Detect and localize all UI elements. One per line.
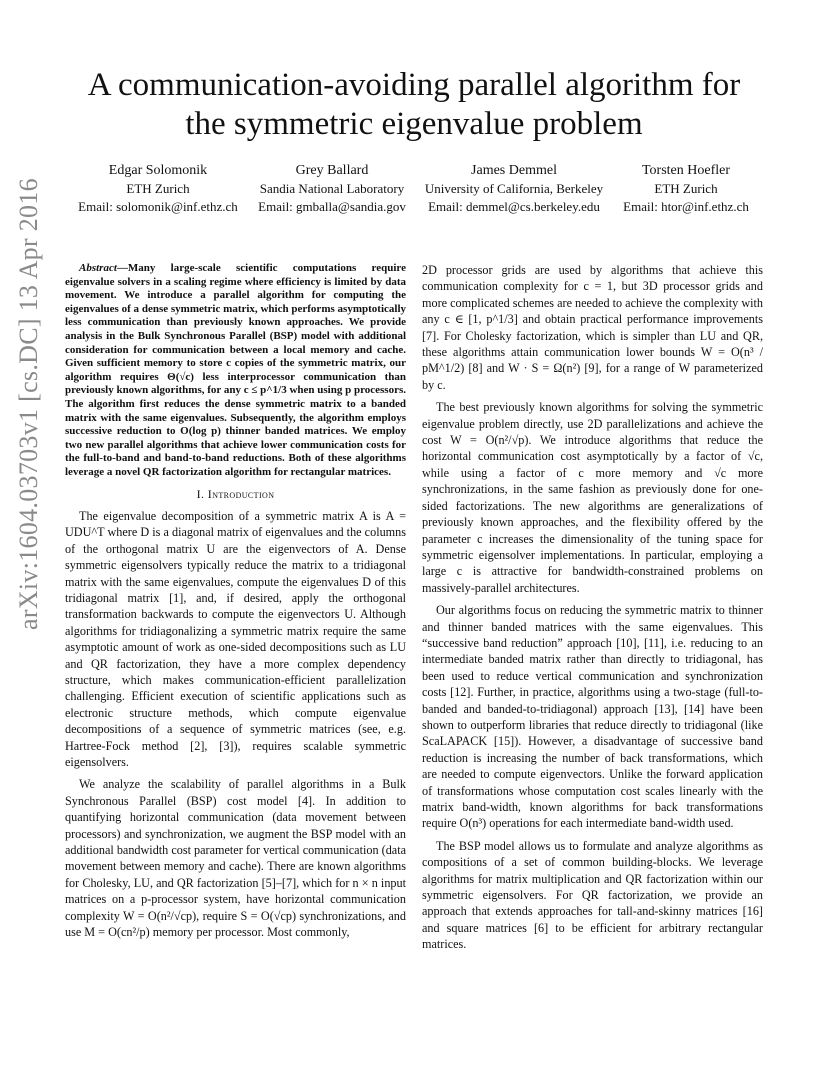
author-name: Edgar Solomonik [108, 163, 208, 178]
paragraph: Our algorithms focus on reducing the symmetric matrix to thinner and thinner banded matrices with the same eigenvalues. This “successive band reduction” approach [10], [11], i.e. reducing to an intermediate banded matrix rather than directly to tridiagonal, has been used to reduce vertical communication and synchronization costs [12]. Further, in practice, algorithms using a two-stage (full-to-banded and banded-to-tridiagonal) approach [13], [14] have been shown to outperform libraries that reduce directly to tridiagonal (like ScaLAPACK [15]). However, a disadvantage of successive band reduction is increasing the number of back transformations, which are needed to compute eigenvectors. Unlike the forward application of transformations whose computation cost scales linearly with the matrix band-width, known algorithms for back transformations require O(n³) operations for each intermediate band-width used. [422, 603, 763, 831]
author-4 [616, 162, 756, 216]
abstract-text: —Many large-scale scientific computations require eigenvalue solvers in a scaling regime where efficiency is limited by data movement. We introduce a parallel algorithm for computing the eigenvalues of a dense symmetric matrix, which performs asymptotically less communication than previously known approaches. We provide analysis in the Bulk Synchronous Parallel (BSP) model with additional consideration for communication between a local memory and cache. Given sufficient memory to store c copies of the symmetric matrix, our algorithm requires Θ(√c) less interprocessor communication than previously known algorithms, for any c ≤ p^1/3 when using p processors. The algorithm first reduces the dense symmetric matrix to a banded matrix with the same eigenvalues. Subsequently, the algorithm employs successive reduction to O(log p) thinner banded matrices. We employ two new parallel algorithms that achieve lower communication costs for the full-to-band and band-to-band reductions. Both of these algorithms leverage a novel QR factorization algorithm for rectangular matrices. [65, 262, 406, 478]
paragraph: We analyze the scalability of parallel algorithms in a Bulk Synchronous Parallel (BSP) cost model [4]. In addition to quantifying horizontal communication (data movement between processors) and synchronization, we augment the BSP model with an additional bandwidth cost parameter for vertical communication (data movement between memory and cache). There are known algorithms for Cholesky, LU, and QR factorization [5]–[7], which for n × n input matrices on a p-processor system, have horizontal communication complexity W = O(n²/√cp), require S = O(√cp) synchronizations, and use M = O(cn²/p) memory per processor. Most commonly, [65, 777, 406, 940]
author-2 [252, 162, 412, 216]
paragraph: 2D processor grids are used by algorithms that achieve this communication complexity for c = 1, but 3D processor grids and more complicated schemes are needed to achieve the complexity with any c ∈ [1, p^1/3] and obtain practical performance improvements [7]. For Cholesky factorization, which is simpler than LU and QR, these algorithms attain communication lower bounds W = O(n³ / pM^1/2) [8] and W · S = Ω(n²) [9], for a range of W parameterized by c. [422, 263, 763, 392]
author-affiliation: ETH Zurich [126, 181, 190, 196]
author-affiliation: University of California, Berkeley [424, 181, 604, 196]
right-column [422, 262, 763, 959]
left-column [65, 262, 406, 946]
author-email[interactable]: Email: solomonik@inf.ethz.ch [78, 199, 238, 214]
author-name: Grey Ballard [295, 163, 369, 178]
paragraph: The BSP model allows us to formulate and analyze algorithms as compositions of a set of common building-blocks. We leverage algorithms for matrix multiplication and QR factorization within our symmetric eigensolvers. For QR factorization, we provide an approach that extends approaches for tall-and-skinny matrices [16] and square matrices [6] to be efficient for arbitrary rectangular matrices. [422, 838, 763, 952]
author-affiliation: ETH Zurich [654, 181, 718, 196]
author-email[interactable]: Email: htor@inf.ethz.ch [623, 199, 749, 214]
paragraph: The eigenvalue decomposition of a symmetric matrix A is A = UDU^T where D is a diagonal matrix of eigenvalues and the columns of the orthogonal matrix U are the eigenvectors of A. Dense symmetric eigensolvers typically reduce the matrix to a tridiagonal matrix with the same eigenvalues, compute the eigenvalues D of this tridiagonal matrix [1], and, if desired, apply the orthogonal transformation backwards to compute the eigenvectors U. Although algorithms for tridiagonalizing a symmetric matrix require the same asymptotic amount of work as one-sided decompositions such as LU and QR factorization, they have a more complex dependency structure, which makes communication-efficient parallelization challenging. Efficient execution of scientific applications such as electronic structure methods, which compute eigenvalue decompositions of a sequence of symmetric matrices (see, e.g. Hartree-Fock method [2], [3]), requires scalable symmetric eigensolvers. [65, 508, 406, 769]
author-name: Torsten Hoefler [641, 163, 731, 178]
author-email[interactable]: Email: gmballa@sandia.gov [258, 199, 406, 214]
paper-title [60, 66, 768, 144]
section-heading: I. Introduction [196, 486, 275, 501]
title-line-2: the symmetric eigenvalue problem [185, 106, 643, 142]
author-affiliation: Sandia National Laboratory [259, 181, 405, 196]
arxiv-identifier: arXiv:1604.03703v1 [cs.DC] 13 Apr 2016 [14, 178, 43, 630]
author-email[interactable]: Email: demmel@cs.berkeley.edu [428, 199, 600, 214]
abstract [65, 262, 406, 480]
abstract-lead: Abstract [79, 262, 117, 274]
author-name: James Demmel [471, 163, 557, 178]
author-1 [68, 162, 248, 216]
title-line-1: A communication-avoiding parallel algorithm for [87, 67, 741, 103]
paragraph: The best previously known algorithms for solving the symmetric eigenvalue problem directly, use 2D parallelizations and achieve the cost W = O(n²/√p). We introduce algorithms that reduce the horizontal communication cost asymptotically by a factor of √c, while using a factor of c more memory and √c more synchronizations, in the same fashion as previously done for one-sided factorizations. The new algorithms are generalizations of previously known approaches, and the flexibility offered by the parameter c increases the dimensionality of the tuning space for symmetric eigensolver implementations. In particular, employing a large c is attractive for bandwidth-constrained problems on massively-parallel architectures. [422, 400, 763, 595]
author-3 [416, 162, 612, 216]
